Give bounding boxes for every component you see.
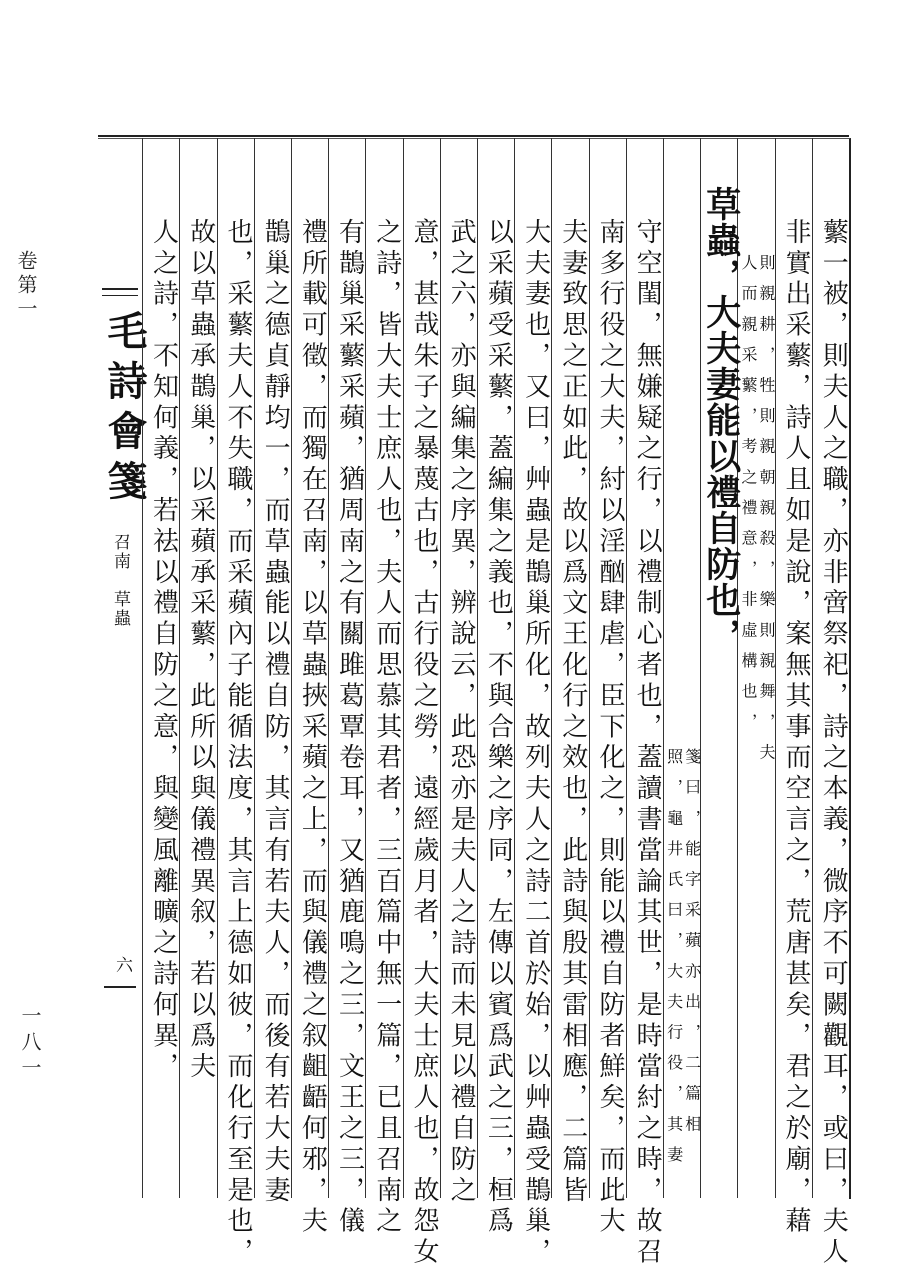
column-text: 照，龜井氏曰，大夫行役，其妻 xyxy=(664,748,684,1177)
text-column xyxy=(403,138,440,1269)
text-column xyxy=(440,138,477,1207)
text-column xyxy=(551,138,588,1207)
column-text: 夫妻致思之正如此，故以爲文王化行之效也，此詩與殷其雷相應，二篇皆 xyxy=(557,218,588,1207)
text-columns xyxy=(142,138,849,1269)
column-text: 箋曰，能字采蘋亦出，二篇相 xyxy=(682,748,702,1146)
column-text: 之詩，皆大夫士庶人也，夫人而思慕其君者，三百篇中無一篇，已且召南之 xyxy=(371,218,402,1238)
column-text: 也，采蘩夫人不失職，而采蘋內子能循法度，其言上德如彼，而化行至是也， xyxy=(222,218,253,1269)
text-column xyxy=(775,138,812,1238)
gutter-rule xyxy=(102,295,138,296)
heading-column xyxy=(700,138,742,1198)
column-text: 鵲巢之德貞靜均一，而草蟲能以禮自防，其言有若夫人，而後有若大夫妻 xyxy=(260,218,291,1207)
gutter-rule xyxy=(102,288,138,290)
section-label: 召南 草蟲 xyxy=(110,533,130,628)
volume-label: 卷第一 xyxy=(14,250,38,322)
text-column xyxy=(179,138,216,1198)
column-text: 人之詩，不知何義，若祛以禮自防之意，與變風離曠之詩何異， xyxy=(148,218,179,1084)
column-text: 禮所載可徵，而獨在召南，以草蟲挾采蘋之上，而與儀禮之叙齟齬何邪，夫 xyxy=(297,218,328,1238)
text-column xyxy=(737,138,774,1198)
page-number: 一八一 xyxy=(18,1005,42,1083)
text-column xyxy=(514,138,551,1269)
text-column xyxy=(663,138,700,1198)
text-column xyxy=(291,138,328,1238)
book-title: 毛詩會箋 xyxy=(101,310,148,510)
column-text: 以采蘋受采蘩，蓋編集之義也，不與合樂之序同，左傳以賓爲武之三，桓爲 xyxy=(483,218,514,1238)
column-text: 蘩一被，則夫人之職，亦非啻祭祀，詩之本義，微序不可闕觀耳，或曰，夫人 xyxy=(818,218,849,1269)
text-column xyxy=(626,138,663,1269)
column-text: 有鵲巢采蘩采蘋，猶周南之有關雎葛覃卷耳，又猶鹿鳴之三，文王之三，儀 xyxy=(334,218,365,1238)
gutter-rule xyxy=(104,986,136,988)
column-text: 意，甚哉朱子之暴蔑古也，古行役之勞，遠經歲月者，大夫士庶人也，故怨女 xyxy=(408,218,439,1269)
column-text: 非實出采蘩，詩人且如是說，案無其事而空言之，荒唐甚矣，君之於廟，藉 xyxy=(780,218,811,1238)
text-column xyxy=(365,138,402,1238)
column-text: 人而親采蘩，考之禮意，非虛構也， xyxy=(738,254,758,744)
gutter xyxy=(98,138,148,998)
column-text: 南多行役之大夫，紂以淫酗肆虐，臣下化之，則能以禮自防者鮮矣，而此大 xyxy=(594,218,625,1238)
text-column xyxy=(477,138,514,1238)
text-column xyxy=(254,138,291,1207)
column-text: 則親耕，牲則親朝親殺，樂則親舞，夫 xyxy=(756,254,776,775)
text-column xyxy=(812,138,849,1269)
column-text: 守空閨，無嫌疑之行，以禮制心者也，蓋讀書當論其世，是時當紂之時，故召 xyxy=(632,218,663,1269)
text-column xyxy=(142,138,179,1198)
text-column xyxy=(217,138,254,1269)
chapter-heading: 草蟲，大夫妻能以禮自防也， xyxy=(700,186,742,654)
column-text: 武之六，亦與編集之序異，辨說云，此恐亦是夫人之詩而未見以禮自防之 xyxy=(446,218,477,1207)
text-column xyxy=(328,138,365,1238)
text-column xyxy=(589,138,626,1238)
column-text: 大夫妻也，又曰，艸蟲是鵲巢所化，故列夫人之詩二首於始，以艸蟲受鵲巢， xyxy=(520,218,551,1269)
leaf-number: 六 xyxy=(112,956,132,973)
column-text: 故以草蟲承鵲巢，以采蘋承采蘩，此所以與儀禮異叙，若以爲夫 xyxy=(185,218,216,1084)
